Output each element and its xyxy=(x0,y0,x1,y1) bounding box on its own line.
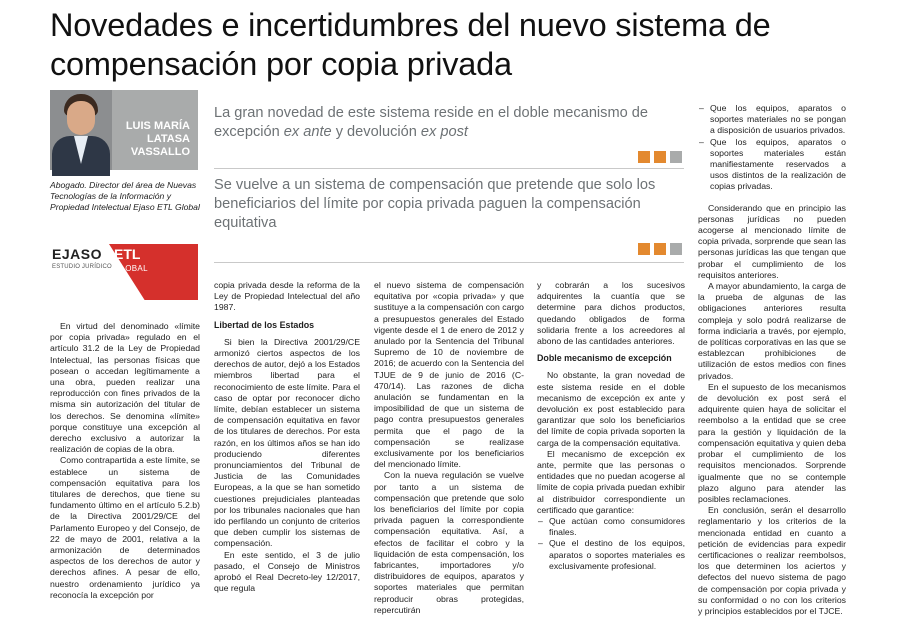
list-item: – Que el destino de los equipos, aparatos o soportes materiales es exclusivamente profesional. xyxy=(537,538,685,572)
list-item: – Que los equipos, aparatos o soportes materiales están manifiestamente reservados a usos distintos de la realización de copias privadas. xyxy=(698,137,846,193)
requirements-list xyxy=(537,516,685,572)
paragraph: El mecanismo de excepción ex ante, permite que las personas o entidades que no puedan acogerse al límite de copia privada puedan exhibir al distribuidor correspondiente un certificado que garantice: xyxy=(537,448,685,515)
body-column-1 xyxy=(50,321,200,601)
paragraph: En el supuesto de los mecanismos de devolución ex post será el adquirente quien haya de solicitar el reembolso a la entidad que se cree para la gestión y liquidación de la compensación equitativa y quien deba probar el cumplimiento de los requisitos mencionados. Sorprende igualmente que no se contemple plazo alguno para atender las posibles reclamaciones. xyxy=(698,381,846,504)
body-column-3 xyxy=(374,280,524,616)
company-logo: EJASO ESTUDIO JURÍDICO ETL GLOBAL xyxy=(52,244,198,300)
author-bio: Abogado. Director del área de Nuevas Tecnologías de la Información y Propiedad Intelectual Ejaso ETL Global xyxy=(50,180,200,212)
section-heading: Libertad de los Estados xyxy=(214,319,315,330)
section-heading: Doble mecanismo de excepción xyxy=(537,353,672,364)
paragraph: Considerando que en principio las personas jurídicas no pueden acogerse al mencionado límite de copia privada, sorprende que sean las personas jurídicas las que tengan que probar el cumplimiento de los requisitos anteriores. xyxy=(698,202,846,280)
body-column-5 xyxy=(698,103,846,617)
paragraph: Como contrapartida a este límite, se establece un sistema de compensación equitativa para los titulares de derechos, que tiene su fundamento último en el artículo 5.2.b) de la Directiva 2001/29/CE del Parlamento Europeo y del Consejo, de 22 de mayo de 2001, relativa a la armonización de determinados aspectos de los derechos de autor y derechos afines. A pesar de ello, nuestro ordenamiento jurídico ya reconocía la excepción por xyxy=(50,455,200,600)
paragraph: A mayor abundamiento, la carga de la prueba de algunas de las obligaciones anteriores resulta compleja y solo podrá realizarse de forma indiciaria a través, por ejemplo, de políticas corporativas en las que se establezcan prohibiciones de utilización de estos medios con fines privados. xyxy=(698,281,846,381)
paragraph: En este sentido, el 3 de julio pasado, el Consejo de Ministros aprobó el Real Decreto-ley 12/2017, que regula xyxy=(214,549,360,594)
accent-squares-2 xyxy=(638,243,684,255)
paragraph: copia privada desde la reforma de la Ley de Propiedad Intelectual del año 1987. xyxy=(214,280,360,313)
paragraph: Con la nueva regulación se vuelve por tanto a un sistema de compensación que pretende que solo los beneficiarios del límite por copia privada paguen la correspondiente compensación equitativa. Así, a efectos de facilitar el cobro y la liquidación de esta compensación, los fabricantes, importadores y/o distribuidores de equipos, aparatos y soportes materiales que permitan reproducir obras protegidas, repercutirán xyxy=(374,470,524,615)
divider-2 xyxy=(214,262,684,263)
author-box xyxy=(50,90,198,170)
paragraph: y cobrarán a los sucesivos adquirentes la cuantía que se determine para dichos productos, quedando obligados de forma solidaria frente a los acreedores al abono de las cantidades anteriores. xyxy=(537,280,685,347)
accent-squares-1 xyxy=(638,151,684,163)
deck-highlight-2: Se vuelve a un sistema de compensación que pretende que solo los beneficiarios del límite por copia privada paguen la compensación equitativa xyxy=(214,177,656,231)
list-item: – Que los equipos, aparatos o soportes materiales no se pongan a disposición de usuarios privados. xyxy=(698,103,846,137)
author-photo xyxy=(50,90,112,170)
paragraph: No obstante, la gran novedad de este sistema reside en el doble mecanismo de excepción ex ante y devolución ex post establecido para garantizar que solo los beneficiarios del límite de copia privada soporten la carga de la compensación equitativa. xyxy=(537,370,685,448)
deck-highlight-1: La gran novedad de este sistema reside en el doble mecanismo de excepción ex ante y devolución ex post xyxy=(214,105,649,140)
requirements-list xyxy=(698,103,846,193)
author-name: LUIS MARÍA LATASA VASSALLO xyxy=(125,120,190,158)
paragraph: el nuevo sistema de compensación equitativa por «copia privada» y que sustituye a la compensación con cargo a presupuestos generales del Estado vigente desde el 1 de enero de 2012 y anulado por la Sentencia del Tribunal Supremo de 10 de noviembre de 2016; de acuerdo con la Sentencia del TJUE de 9 de junio de 2016 (C-470/14). Las razones de dicha anulación se fundamentan en la imposibilidad de que un sistema de pago contra presupuestos generales permita que el pago de la compensación se realizase exclusivamente por los beneficiarios del mencionado límite. xyxy=(374,280,524,470)
divider-1 xyxy=(214,168,684,169)
paragraph: En conclusión, serán el desarrollo reglamentario y los criterios de la mencionada entidad en cuanto a petición de evidencias para expedir certificaciones o realizar reembolsos, los que determinen los aciertos y defectos del nuevo sistema de pago de compensación por copia privada y su conformidad o no con los criterios y principios establecidos por el TJCE. xyxy=(698,505,846,616)
headline: Novedades e incertidumbres del nuevo sistema de compensación por copia privada xyxy=(50,7,771,82)
list-item: – Que actúan como consumidores finales. xyxy=(537,516,685,538)
body-column-4 xyxy=(537,280,685,572)
paragraph: En virtud del denominado «límite por copia privada» regulado en el artículo 31.2 de la Ley de Propiedad Intelectual, las personas físicas que posean o accedan legítimamente a una obra, pueden realizar una reproducción con fines privados de la misma sin autorización del titular de los derechos. Se denomina «límite» porque constituye una excepción al derecho exclusivo a autorizar la realización de copias de la obra. xyxy=(50,321,200,455)
paragraph: Si bien la Directiva 2001/29/CE armonizó ciertos aspectos de los derechos de autor, dejó a los Estados miembros libertad para el reconocimiento de este límite. Para el caso de optar por reconocer dicho límite, debían establecer un sistema de compensación equitativa en favor de los titulares de derechos. Por esta razón, en los últimos años se han ido produciendo diferentes pronunciamientos del Tribunal de Justicia de las Comunidades Europeas, a la que se han sometido cuestiones prejudiciales planteadas por los tribunales nacionales que han ido perfilando un conjunto de criterios que deben cumplir los sistemas de compensación. xyxy=(214,336,360,549)
body-column-2 xyxy=(214,280,360,594)
